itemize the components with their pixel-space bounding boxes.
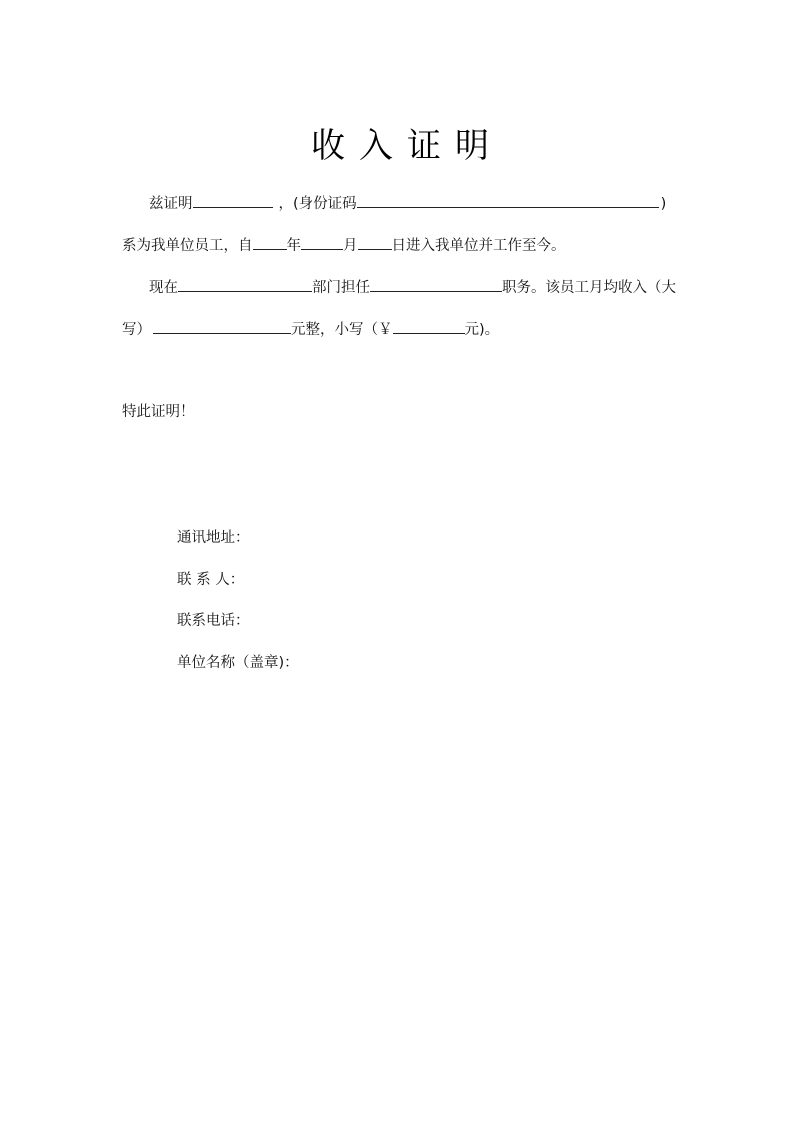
income-prefix: 写） xyxy=(122,322,151,338)
company-seal-label: 单位名称（盖章)： xyxy=(177,655,299,671)
department-blank[interactable] xyxy=(178,276,312,292)
id-label: ，(身份证码 xyxy=(278,196,357,212)
income-suffix: 元)。 xyxy=(464,322,500,338)
id-number-blank[interactable] xyxy=(357,192,659,208)
department-label: 部门担任 xyxy=(312,280,370,296)
month-blank[interactable] xyxy=(301,234,343,250)
income-line xyxy=(122,318,499,340)
employment-line xyxy=(122,234,566,256)
year-label: 年 xyxy=(286,238,301,254)
income-words-blank[interactable] xyxy=(153,318,291,334)
certify-prefix: 兹证明 xyxy=(149,196,193,212)
contact-label: 联 系 人： xyxy=(177,572,245,588)
position-suffix: 职务。该员工月均收入（大 xyxy=(502,280,676,296)
position-prefix: 现在 xyxy=(149,280,178,296)
employment-suffix: 日进入我单位并工作至今。 xyxy=(391,238,566,254)
closing-statement: 特此证明！ xyxy=(122,404,195,420)
id-close-paren: ) xyxy=(660,196,667,212)
day-blank[interactable] xyxy=(358,234,392,250)
document-title: 收入证明 xyxy=(311,126,503,166)
name-blank[interactable] xyxy=(193,192,273,208)
certify-line xyxy=(149,192,666,214)
year-blank[interactable] xyxy=(253,234,287,250)
address-label: 通讯地址： xyxy=(177,530,250,546)
income-middle: 元整，小写（￥ xyxy=(291,322,393,338)
position-line xyxy=(149,276,676,298)
employment-prefix: 系为我单位员工，自 xyxy=(122,238,253,254)
job-title-blank[interactable] xyxy=(370,276,502,292)
phone-label: 联系电话： xyxy=(177,613,250,629)
income-figure-blank[interactable] xyxy=(393,318,465,334)
month-label: 月 xyxy=(343,238,358,254)
